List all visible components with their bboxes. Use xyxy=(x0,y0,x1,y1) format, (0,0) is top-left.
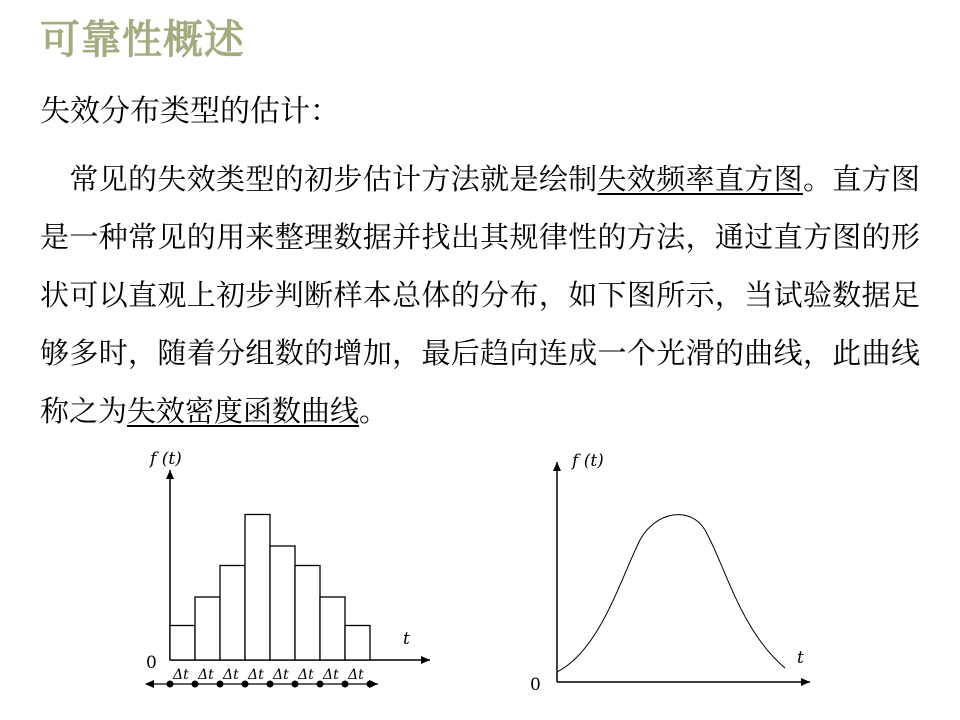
curve-y-label: f (t) xyxy=(572,451,604,471)
histogram-bar xyxy=(195,597,220,660)
paragraph-text-3: 。 xyxy=(359,394,389,428)
histogram-figure xyxy=(146,449,430,688)
interval-label: Δt xyxy=(248,667,264,683)
interval-label: Δt xyxy=(348,667,364,683)
slide-title: 可靠性概述 xyxy=(40,17,245,63)
paragraph-text-1: 常见的失效类型的初步估计方法就是绘制 xyxy=(69,162,598,196)
curve-origin-label: 0 xyxy=(530,675,541,695)
histogram-bar xyxy=(320,597,345,660)
section-subtitle: 失效分布类型的估计： xyxy=(40,94,340,129)
histogram-y-label: f (t) xyxy=(150,449,182,469)
interval-label: Δt xyxy=(323,667,339,683)
histogram-x-label: t xyxy=(403,629,410,649)
histogram-bar xyxy=(220,566,245,661)
histogram-bars xyxy=(170,515,370,661)
term-failure-frequency-histogram: 失效频率直方图 xyxy=(597,162,803,196)
term-failure-density-curve: 失效密度函数曲线 xyxy=(127,394,360,428)
curve-x-label: t xyxy=(797,648,804,668)
interval-label: Δt xyxy=(173,667,189,683)
density-curve-figure xyxy=(530,451,810,695)
histogram-bar xyxy=(345,626,370,661)
histogram-bar xyxy=(170,626,195,661)
paragraph-text-2: 。直方图是一种常见的用来整理数据并找出其规律性的方法，通过直方图的形状可以直观上初步判断样本总体的分布，如下图所示，当试验数据足够多时，随着分组数的增加，最后趋向连成一个光滑的曲线，此曲线称之为 xyxy=(40,162,920,428)
histogram-bar xyxy=(270,546,295,660)
histogram-bar xyxy=(245,515,270,661)
histogram-interval-marks xyxy=(167,667,374,688)
histogram-bar xyxy=(295,566,320,661)
density-curve xyxy=(557,515,785,672)
interval-label: Δt xyxy=(298,667,314,683)
histogram-origin-label: 0 xyxy=(146,653,157,673)
interval-label: Δt xyxy=(273,667,289,683)
interval-boundary-dot xyxy=(367,681,374,688)
interval-label: Δt xyxy=(198,667,214,683)
interval-label: Δt xyxy=(223,667,239,683)
